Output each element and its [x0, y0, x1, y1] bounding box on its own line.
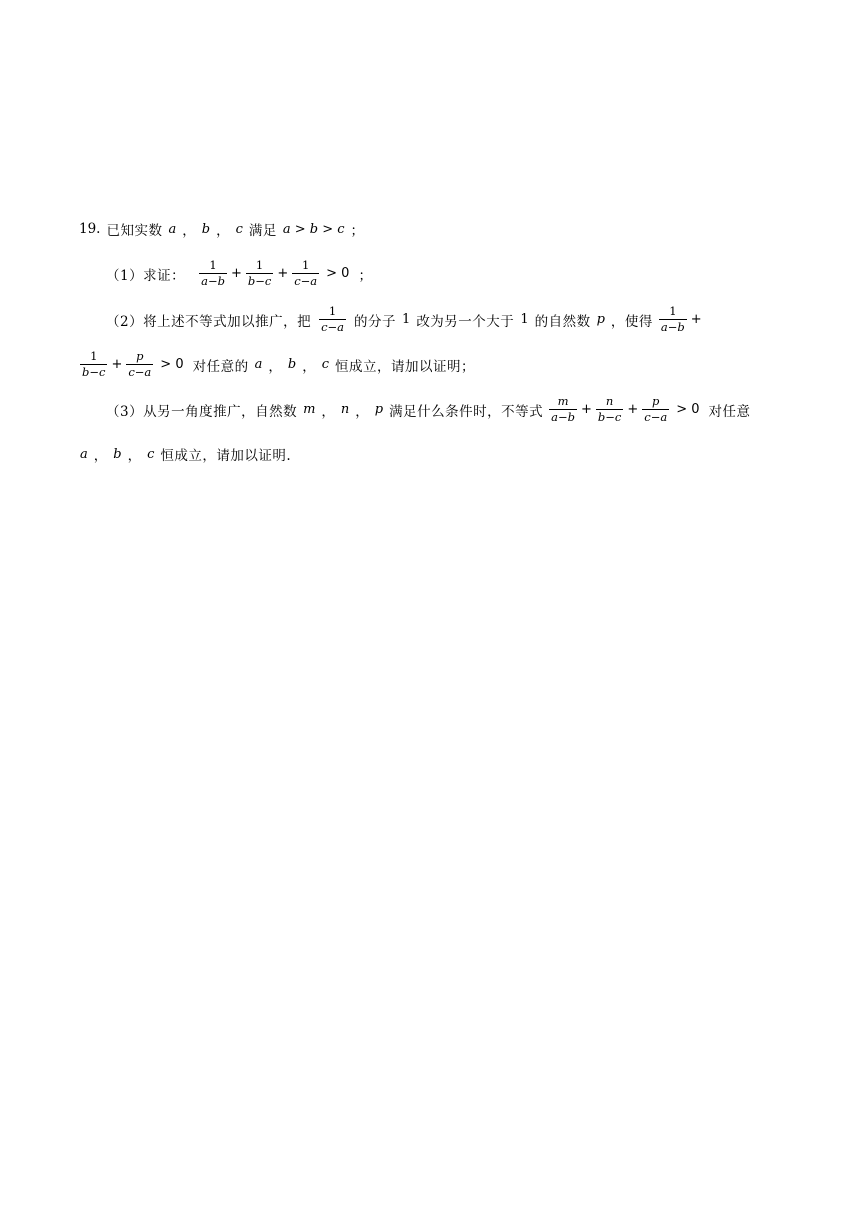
frac-num: 1 [302, 258, 310, 272]
frac-den: b−c [247, 274, 272, 288]
part2-label: （2）将上述不等式加以推广，把 [106, 313, 312, 330]
intro-end: ； [350, 223, 365, 239]
frac-den: a−b [201, 274, 225, 288]
var-c: c [147, 446, 155, 462]
plus-sign: + [627, 402, 639, 417]
plus-sign: + [277, 266, 289, 281]
sep: ， [93, 448, 108, 464]
var-c: c [321, 357, 329, 372]
problem-statement [79, 219, 364, 239]
number-one: 1 [402, 312, 411, 327]
fraction [642, 395, 669, 424]
var-a: a [254, 357, 263, 372]
frac-den: b−c [597, 410, 622, 424]
frac-num: n [605, 394, 614, 408]
var-a: a [168, 221, 177, 237]
frac-num: p [136, 349, 144, 363]
fraction [319, 305, 346, 334]
sep: ， [302, 358, 316, 375]
part2-text: ，使得 [610, 313, 653, 330]
number-one: 1 [520, 312, 529, 327]
frac-den: c−a [128, 365, 152, 379]
fraction [292, 259, 319, 288]
part3-text: 对任意 [708, 403, 751, 420]
part2-text: 恒成立，请加以证明； [334, 358, 475, 375]
var-b: b [201, 221, 211, 237]
relation: > 0 [326, 266, 350, 281]
sep: ， [182, 223, 196, 239]
frac-num: 1 [328, 304, 337, 318]
frac-num: 1 [209, 258, 217, 272]
var-m: m [303, 402, 316, 417]
plus-sign: + [111, 357, 123, 372]
part2-text: 对任意的 [192, 358, 249, 375]
sep: ， [321, 403, 335, 420]
frac-num: m [557, 394, 569, 408]
frac-den: c−a [321, 320, 345, 334]
fraction [80, 350, 107, 379]
fraction [659, 305, 687, 334]
frac-num: 1 [90, 349, 98, 363]
part3-text: 恒成立，请加以证明. [160, 448, 292, 464]
part1-line [106, 259, 372, 288]
var-a: a [80, 446, 88, 462]
relation: > 0 [160, 357, 184, 372]
plus-sign: + [690, 312, 702, 327]
var-c: c [235, 221, 243, 237]
frac-num: p [652, 394, 660, 408]
frac-num: 1 [669, 304, 677, 318]
relation: > 0 [676, 402, 700, 417]
sep: ， [355, 403, 369, 420]
sep: ， [127, 448, 142, 464]
plus-sign: + [230, 266, 242, 281]
frac-num: 1 [255, 258, 264, 272]
part2-text: 的分子 [354, 313, 397, 330]
fraction [596, 395, 623, 424]
condition-expr: a > b > c [282, 221, 345, 237]
problem-number: 19. [79, 221, 101, 237]
plus-sign: + [580, 402, 592, 417]
frac-den: c−a [294, 274, 318, 288]
sep: ， [216, 223, 230, 239]
fraction [549, 395, 577, 424]
var-b: b [113, 446, 122, 462]
fraction [246, 259, 273, 288]
fraction [199, 259, 227, 288]
var-p: p [596, 312, 605, 327]
part3-line1 [106, 395, 750, 424]
part3-text: 满足什么条件时，不等式 [389, 403, 544, 420]
frac-den: a−b [551, 410, 575, 424]
var-b: b [287, 357, 297, 372]
part2-text: 的自然数 [534, 313, 591, 330]
part2-line1 [106, 305, 704, 334]
frac-den: c−a [644, 410, 668, 424]
fraction [126, 350, 153, 379]
var-p: p [374, 402, 384, 417]
sep: ， [268, 358, 282, 375]
part1-end: ； [358, 267, 372, 284]
satisfy-text: 满足 [248, 223, 277, 239]
part1-label: （1）求证： [106, 267, 186, 284]
part2-line2 [78, 350, 475, 379]
part2-text: 改为另一个大于 [416, 313, 515, 330]
part3-label: （3）从另一角度推广，自然数 [106, 403, 298, 420]
intro-text: 已知实数 [106, 223, 163, 239]
var-n: n [340, 402, 350, 417]
frac-den: a−b [660, 320, 685, 334]
part3-line2 [74, 444, 291, 464]
frac-den: b−c [82, 365, 106, 379]
